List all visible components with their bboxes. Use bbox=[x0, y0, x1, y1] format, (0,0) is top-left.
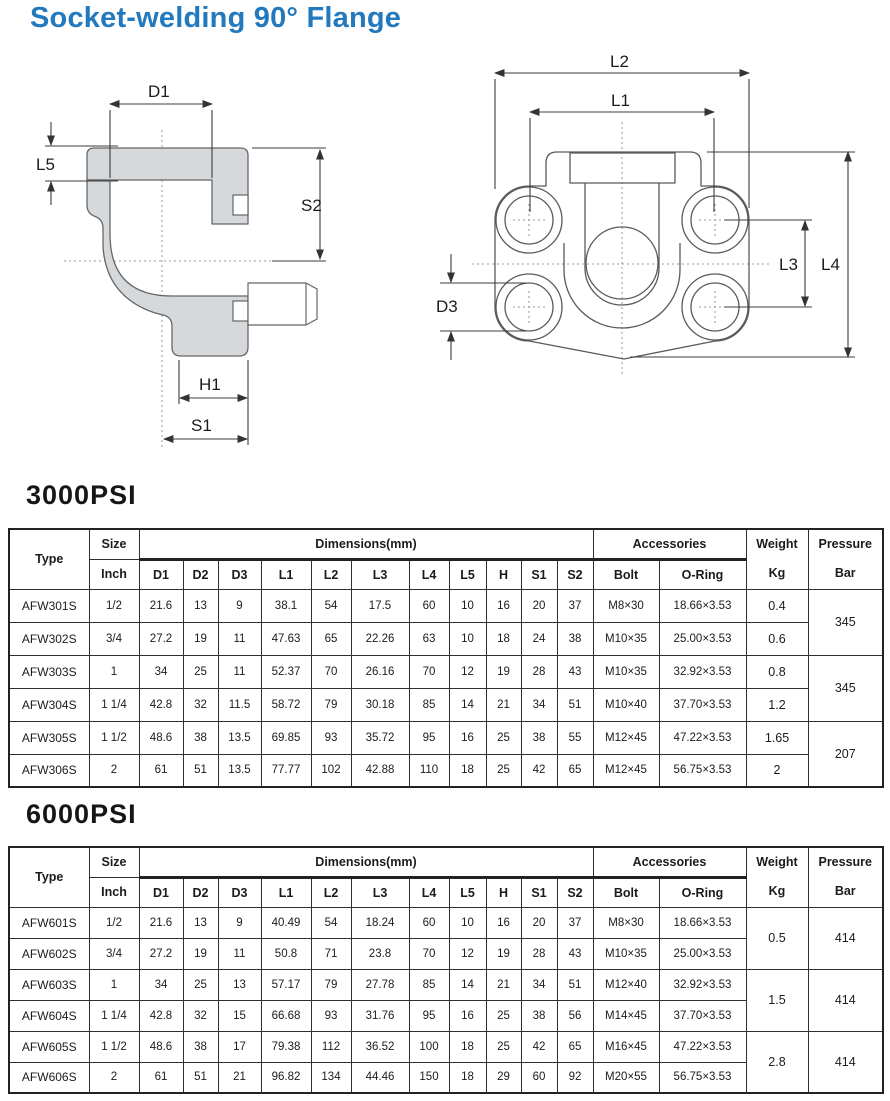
cell-type: AFW604S bbox=[9, 1000, 89, 1031]
col-header-size: Size bbox=[89, 529, 139, 559]
cell-dim: 19 bbox=[183, 938, 218, 969]
cell-dim: 42.88 bbox=[351, 754, 409, 787]
cell-dim: 51 bbox=[183, 754, 218, 787]
cell-dim: 15 bbox=[218, 1000, 261, 1031]
cell-dim: 17 bbox=[218, 1031, 261, 1062]
dim-label-l5: L5 bbox=[36, 155, 55, 174]
cell-dim: 9 bbox=[218, 589, 261, 622]
col-header-pressure-label: Pressure bbox=[818, 855, 872, 870]
cell-dim: 10 bbox=[449, 622, 486, 655]
table-row bbox=[9, 907, 883, 938]
cell-type: AFW603S bbox=[9, 969, 89, 1000]
cell-dim: 37 bbox=[557, 589, 593, 622]
cell-bolt: M10×35 bbox=[593, 938, 659, 969]
cell-dim: 32 bbox=[183, 688, 218, 721]
heading-6000psi: 6000PSI bbox=[26, 799, 137, 829]
cell-dim: 48.6 bbox=[139, 1031, 183, 1062]
cell-dim: 51 bbox=[183, 1062, 218, 1093]
cell-weight: 0.4 bbox=[746, 589, 808, 622]
cell-dim: 28 bbox=[521, 655, 557, 688]
col-header-dim-h: H bbox=[486, 559, 521, 589]
col-header-size: Size bbox=[89, 847, 139, 877]
cell-dim: 95 bbox=[409, 721, 449, 754]
cell-dim: 18.24 bbox=[351, 907, 409, 938]
cell-size-inch: 1 bbox=[89, 655, 139, 688]
cell-oring: 32.92×3.53 bbox=[659, 655, 746, 688]
side-section-drawing bbox=[20, 58, 350, 458]
cell-dim: 42 bbox=[521, 754, 557, 787]
cell-dim: 48.6 bbox=[139, 721, 183, 754]
cell-dim: 21 bbox=[486, 688, 521, 721]
cell-dim: 38.1 bbox=[261, 589, 311, 622]
cell-type: AFW305S bbox=[9, 721, 89, 754]
cell-dim: 27.2 bbox=[139, 622, 183, 655]
col-header-dim-d2: D2 bbox=[183, 877, 218, 907]
col-header-pressure-unit: Bar bbox=[834, 566, 856, 581]
cell-dim: 12 bbox=[449, 938, 486, 969]
cell-dim: 37 bbox=[557, 907, 593, 938]
cell-dim: 14 bbox=[449, 688, 486, 721]
cell-dim: 34 bbox=[521, 688, 557, 721]
cell-dim: 25 bbox=[183, 655, 218, 688]
cell-pressure: 345 bbox=[808, 655, 883, 721]
cell-oring: 25.00×3.53 bbox=[659, 622, 746, 655]
cell-pressure: 345 bbox=[808, 589, 883, 655]
cell-dim: 35.72 bbox=[351, 721, 409, 754]
col-header-weight bbox=[746, 529, 808, 589]
col-header-pressure-unit: Bar bbox=[834, 884, 856, 899]
cell-dim: 40.49 bbox=[261, 907, 311, 938]
cell-oring: 37.70×3.53 bbox=[659, 1000, 746, 1031]
cell-dim: 31.76 bbox=[351, 1000, 409, 1031]
cell-dim: 19 bbox=[486, 655, 521, 688]
cell-dim: 47.63 bbox=[261, 622, 311, 655]
flange-plate-outline bbox=[495, 152, 749, 359]
cell-dim: 95 bbox=[409, 1000, 449, 1031]
cell-oring: 25.00×3.53 bbox=[659, 938, 746, 969]
cell-dim: 9 bbox=[218, 907, 261, 938]
col-header-bolt: Bolt bbox=[593, 559, 659, 589]
cell-dim: 93 bbox=[311, 1000, 351, 1031]
cell-dim: 30.18 bbox=[351, 688, 409, 721]
cell-dim: 58.72 bbox=[261, 688, 311, 721]
cell-size-inch: 2 bbox=[89, 754, 139, 787]
cell-dim: 38 bbox=[183, 1031, 218, 1062]
cell-dim: 51 bbox=[557, 688, 593, 721]
cell-dim: 21 bbox=[486, 969, 521, 1000]
dim-label-l3: L3 bbox=[779, 255, 798, 274]
col-header-inch: Inch bbox=[89, 559, 139, 589]
cell-dim: 93 bbox=[311, 721, 351, 754]
cell-dim: 34 bbox=[139, 655, 183, 688]
col-header-dim-s2: S2 bbox=[557, 559, 593, 589]
cell-type: AFW306S bbox=[9, 754, 89, 787]
cell-weight: 1.65 bbox=[746, 721, 808, 754]
flange-section-body bbox=[87, 148, 248, 356]
cell-dim: 54 bbox=[311, 907, 351, 938]
col-header-dim-s2: S2 bbox=[557, 877, 593, 907]
cell-dim: 20 bbox=[521, 589, 557, 622]
cell-dim: 21.6 bbox=[139, 589, 183, 622]
cell-dim: 18 bbox=[486, 622, 521, 655]
col-header-inch: Inch bbox=[89, 877, 139, 907]
cell-dim: 11 bbox=[218, 938, 261, 969]
cell-dim: 92 bbox=[557, 1062, 593, 1093]
col-header-dim-d1: D1 bbox=[139, 877, 183, 907]
cell-weight: 2.8 bbox=[746, 1031, 808, 1093]
table-row bbox=[9, 688, 883, 721]
cell-oring: 18.66×3.53 bbox=[659, 589, 746, 622]
cell-dim: 150 bbox=[409, 1062, 449, 1093]
table-row bbox=[9, 589, 883, 622]
cell-dim: 57.17 bbox=[261, 969, 311, 1000]
table-row bbox=[9, 655, 883, 688]
cell-type: AFW301S bbox=[9, 589, 89, 622]
cell-weight: 1.5 bbox=[746, 969, 808, 1031]
col-header-dim-l4: L4 bbox=[409, 877, 449, 907]
cell-dim: 79 bbox=[311, 969, 351, 1000]
cell-dim: 55 bbox=[557, 721, 593, 754]
cell-size-inch: 1 1/4 bbox=[89, 1000, 139, 1031]
cell-dim: 110 bbox=[409, 754, 449, 787]
cell-dim: 34 bbox=[139, 969, 183, 1000]
cell-dim: 65 bbox=[311, 622, 351, 655]
table-row bbox=[9, 721, 883, 754]
cell-size-inch: 2 bbox=[89, 1062, 139, 1093]
dimension-lines bbox=[440, 73, 855, 360]
cell-dim: 10 bbox=[449, 589, 486, 622]
cell-dim: 13.5 bbox=[218, 754, 261, 787]
cell-bolt: M10×40 bbox=[593, 688, 659, 721]
dim-label-l2: L2 bbox=[610, 52, 629, 71]
col-header-dim-l5: L5 bbox=[449, 877, 486, 907]
cell-dim: 18 bbox=[449, 754, 486, 787]
cell-bolt: M12×40 bbox=[593, 969, 659, 1000]
spec-table-3000psi bbox=[8, 528, 884, 788]
col-header-dim-s1: S1 bbox=[521, 877, 557, 907]
cell-dim: 13.5 bbox=[218, 721, 261, 754]
cell-dim: 102 bbox=[311, 754, 351, 787]
cell-dim: 16 bbox=[449, 721, 486, 754]
cell-dim: 27.2 bbox=[139, 938, 183, 969]
cell-dim: 12 bbox=[449, 655, 486, 688]
col-header-dim-l2: L2 bbox=[311, 559, 351, 589]
dim-label-s1: S1 bbox=[191, 416, 212, 435]
col-header-type: Type bbox=[9, 529, 89, 589]
cell-dim: 16 bbox=[449, 1000, 486, 1031]
cell-dim: 51 bbox=[557, 969, 593, 1000]
cell-dim: 70 bbox=[311, 655, 351, 688]
col-header-dim-l4: L4 bbox=[409, 559, 449, 589]
cell-dim: 79 bbox=[311, 688, 351, 721]
cell-type: AFW303S bbox=[9, 655, 89, 688]
heading-3000psi: 3000PSI bbox=[26, 480, 137, 510]
cell-oring: 47.22×3.53 bbox=[659, 721, 746, 754]
table-row bbox=[9, 622, 883, 655]
col-header-dim-d3: D3 bbox=[218, 559, 261, 589]
cell-dim: 70 bbox=[409, 655, 449, 688]
cell-dim: 26.16 bbox=[351, 655, 409, 688]
cell-oring: 56.75×3.53 bbox=[659, 754, 746, 787]
cell-dim: 42.8 bbox=[139, 1000, 183, 1031]
col-header-type: Type bbox=[9, 847, 89, 907]
cell-size-inch: 1 bbox=[89, 969, 139, 1000]
cell-size-inch: 1 1/4 bbox=[89, 688, 139, 721]
col-header-pressure bbox=[808, 529, 883, 589]
cell-oring: 56.75×3.53 bbox=[659, 1062, 746, 1093]
cell-dim: 56 bbox=[557, 1000, 593, 1031]
cell-type: AFW601S bbox=[9, 907, 89, 938]
cell-dim: 36.52 bbox=[351, 1031, 409, 1062]
cell-oring: 37.70×3.53 bbox=[659, 688, 746, 721]
cell-dim: 18 bbox=[449, 1031, 486, 1062]
cell-dim: 54 bbox=[311, 589, 351, 622]
table-row bbox=[9, 969, 883, 1000]
cell-dim: 65 bbox=[557, 754, 593, 787]
cell-pressure: 207 bbox=[808, 721, 883, 787]
cell-oring: 18.66×3.53 bbox=[659, 907, 746, 938]
cell-dim: 38 bbox=[521, 721, 557, 754]
cell-dim: 69.85 bbox=[261, 721, 311, 754]
col-header-pressure bbox=[808, 847, 883, 907]
spec-table bbox=[8, 846, 884, 1094]
cell-dim: 25 bbox=[486, 1031, 521, 1062]
cell-dim: 25 bbox=[486, 1000, 521, 1031]
cell-size-inch: 1 1/2 bbox=[89, 721, 139, 754]
col-header-dim-d3: D3 bbox=[218, 877, 261, 907]
cell-dim: 11 bbox=[218, 622, 261, 655]
cell-type: AFW302S bbox=[9, 622, 89, 655]
cell-dim: 19 bbox=[183, 622, 218, 655]
cell-dim: 32 bbox=[183, 1000, 218, 1031]
cell-dim: 96.82 bbox=[261, 1062, 311, 1093]
cell-type: AFW605S bbox=[9, 1031, 89, 1062]
cell-pressure: 414 bbox=[808, 969, 883, 1031]
col-header-dim-l1: L1 bbox=[261, 559, 311, 589]
cell-dim: 71 bbox=[311, 938, 351, 969]
col-header-dim-l1: L1 bbox=[261, 877, 311, 907]
col-header-dimensions: Dimensions(mm) bbox=[139, 529, 593, 559]
cell-dim: 61 bbox=[139, 1062, 183, 1093]
col-header-dim-l3: L3 bbox=[351, 559, 409, 589]
cell-dim: 134 bbox=[311, 1062, 351, 1093]
cell-dim: 43 bbox=[557, 655, 593, 688]
cell-dim: 61 bbox=[139, 754, 183, 787]
cell-dim: 34 bbox=[521, 969, 557, 1000]
cell-dim: 16 bbox=[486, 589, 521, 622]
cell-dim: 42 bbox=[521, 1031, 557, 1062]
header-row-1 bbox=[9, 847, 883, 877]
cell-weight: 1.2 bbox=[746, 688, 808, 721]
cell-type: AFW602S bbox=[9, 938, 89, 969]
cell-dim: 60 bbox=[409, 907, 449, 938]
col-header-weight-unit: Kg bbox=[768, 566, 786, 581]
cell-dim: 13 bbox=[218, 969, 261, 1000]
cell-dim: 38 bbox=[521, 1000, 557, 1031]
cell-dim: 14 bbox=[449, 969, 486, 1000]
cell-bolt: M16×45 bbox=[593, 1031, 659, 1062]
cell-dim: 25 bbox=[486, 721, 521, 754]
cell-size-inch: 3/4 bbox=[89, 622, 139, 655]
spec-table bbox=[8, 528, 884, 788]
col-header-pressure-label: Pressure bbox=[818, 537, 872, 552]
cell-size-inch: 3/4 bbox=[89, 938, 139, 969]
col-header-accessories: Accessories bbox=[593, 847, 746, 877]
cell-dim: 28 bbox=[521, 938, 557, 969]
cell-oring: 32.92×3.53 bbox=[659, 969, 746, 1000]
col-header-dim-l5: L5 bbox=[449, 559, 486, 589]
cell-pressure: 414 bbox=[808, 1031, 883, 1093]
col-header-oring: O-Ring bbox=[659, 559, 746, 589]
cell-dim: 79.38 bbox=[261, 1031, 311, 1062]
dim-label-d3: D3 bbox=[436, 297, 458, 316]
cell-dim: 60 bbox=[409, 589, 449, 622]
cell-dim: 65 bbox=[557, 1031, 593, 1062]
cell-dim: 17.5 bbox=[351, 589, 409, 622]
cell-oring: 47.22×3.53 bbox=[659, 1031, 746, 1062]
dim-label-s2: S2 bbox=[301, 196, 322, 215]
dim-label-h1: H1 bbox=[199, 375, 221, 394]
col-header-oring: O-Ring bbox=[659, 877, 746, 907]
cell-dim: 50.8 bbox=[261, 938, 311, 969]
cell-bolt: M12×45 bbox=[593, 721, 659, 754]
cell-dim: 38 bbox=[183, 721, 218, 754]
col-header-dim-s1: S1 bbox=[521, 559, 557, 589]
col-header-weight bbox=[746, 847, 808, 907]
cell-dim: 38 bbox=[557, 622, 593, 655]
cell-dim: 11 bbox=[218, 655, 261, 688]
cell-dim: 27.78 bbox=[351, 969, 409, 1000]
cell-dim: 29 bbox=[486, 1062, 521, 1093]
cell-bolt: M10×35 bbox=[593, 655, 659, 688]
cell-dim: 85 bbox=[409, 969, 449, 1000]
cell-dim: 60 bbox=[521, 1062, 557, 1093]
cell-dim: 11.5 bbox=[218, 688, 261, 721]
spec-table-6000psi bbox=[8, 846, 884, 1094]
cell-dim: 21 bbox=[218, 1062, 261, 1093]
table-row bbox=[9, 1031, 883, 1062]
col-header-dim-d1: D1 bbox=[139, 559, 183, 589]
cell-dim: 18 bbox=[449, 1062, 486, 1093]
cell-size-inch: 1/2 bbox=[89, 907, 139, 938]
cell-dim: 21.6 bbox=[139, 907, 183, 938]
cell-size-inch: 1 1/2 bbox=[89, 1031, 139, 1062]
dim-label-l4: L4 bbox=[821, 255, 840, 274]
col-header-weight-unit: Kg bbox=[768, 884, 786, 899]
cell-dim: 70 bbox=[409, 938, 449, 969]
header-row-1 bbox=[9, 529, 883, 559]
cell-weight: 0.5 bbox=[746, 907, 808, 969]
cell-dim: 52.37 bbox=[261, 655, 311, 688]
cell-weight: 0.8 bbox=[746, 655, 808, 688]
cell-dim: 13 bbox=[183, 907, 218, 938]
cell-bolt: M20×55 bbox=[593, 1062, 659, 1093]
col-header-accessories: Accessories bbox=[593, 529, 746, 559]
cell-dim: 25 bbox=[183, 969, 218, 1000]
col-header-dim-h: H bbox=[486, 877, 521, 907]
col-header-dim-d2: D2 bbox=[183, 559, 218, 589]
cell-bolt: M12×45 bbox=[593, 754, 659, 787]
cell-dim: 23.8 bbox=[351, 938, 409, 969]
col-header-bolt: Bolt bbox=[593, 877, 659, 907]
col-header-dim-l2: L2 bbox=[311, 877, 351, 907]
cell-dim: 77.77 bbox=[261, 754, 311, 787]
col-header-weight-label: Weight bbox=[756, 855, 798, 870]
col-header-weight-label: Weight bbox=[756, 537, 798, 552]
cell-dim: 24 bbox=[521, 622, 557, 655]
cell-dim: 112 bbox=[311, 1031, 351, 1062]
cell-dim: 20 bbox=[521, 907, 557, 938]
page-title: Socket-welding 90° Flange bbox=[30, 2, 402, 34]
cell-weight: 2 bbox=[746, 754, 808, 787]
dim-label-l1: L1 bbox=[611, 91, 630, 110]
cell-bolt: M10×35 bbox=[593, 622, 659, 655]
cell-bolt: M8×30 bbox=[593, 907, 659, 938]
cell-dim: 19 bbox=[486, 938, 521, 969]
cell-bolt: M14×45 bbox=[593, 1000, 659, 1031]
col-header-dim-l3: L3 bbox=[351, 877, 409, 907]
cell-dim: 22.26 bbox=[351, 622, 409, 655]
cell-dim: 42.8 bbox=[139, 688, 183, 721]
cell-pressure: 414 bbox=[808, 907, 883, 969]
col-header-dimensions: Dimensions(mm) bbox=[139, 847, 593, 877]
cell-bolt: M8×30 bbox=[593, 589, 659, 622]
table-row bbox=[9, 754, 883, 787]
cell-type: AFW304S bbox=[9, 688, 89, 721]
cell-dim: 85 bbox=[409, 688, 449, 721]
cell-dim: 10 bbox=[449, 907, 486, 938]
cell-dim: 13 bbox=[183, 589, 218, 622]
cell-dim: 25 bbox=[486, 754, 521, 787]
cell-type: AFW606S bbox=[9, 1062, 89, 1093]
cell-weight: 0.6 bbox=[746, 622, 808, 655]
cell-dim: 44.46 bbox=[351, 1062, 409, 1093]
cell-dim: 16 bbox=[486, 907, 521, 938]
dim-label-d1: D1 bbox=[148, 82, 170, 101]
cell-dim: 66.68 bbox=[261, 1000, 311, 1031]
centerlines bbox=[472, 122, 772, 374]
cell-dim: 63 bbox=[409, 622, 449, 655]
cell-dim: 43 bbox=[557, 938, 593, 969]
cell-dim: 100 bbox=[409, 1031, 449, 1062]
front-view-drawing bbox=[418, 40, 888, 380]
cell-size-inch: 1/2 bbox=[89, 589, 139, 622]
